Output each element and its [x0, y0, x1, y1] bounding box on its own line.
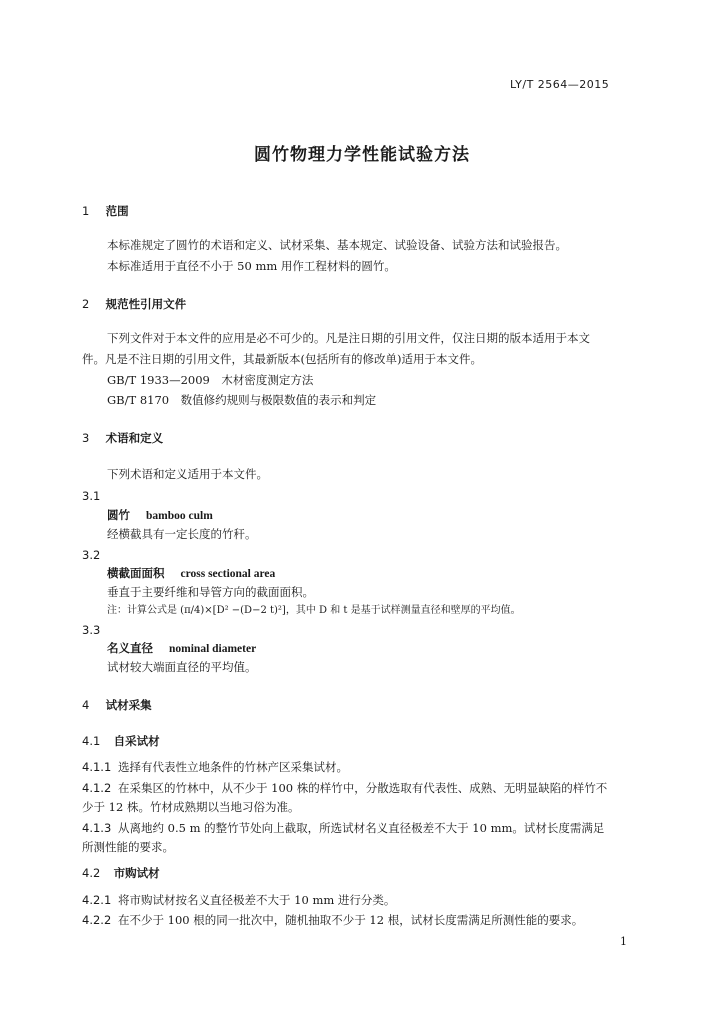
term-definition: 垂直于主要纤维和导管方向的截面面积。: [107, 585, 314, 599]
section-number: 4: [82, 698, 90, 712]
section-1-heading: [82, 204, 129, 218]
section-number: 2: [82, 297, 90, 311]
clause-text: 选择有代表性立地条件的竹林产区采集试材。: [118, 760, 348, 774]
clause-continuation: 所测性能的要求。: [82, 840, 174, 854]
paragraph: 件。凡是不注日期的引用文件，其最新版本(包括所有的修改单)适用于本文件。: [82, 352, 482, 366]
clause-4-1-2: [82, 781, 607, 795]
subsection-4-1-heading: [82, 734, 160, 748]
term-title: [107, 641, 256, 656]
clause-4-1-3: [82, 821, 604, 835]
clause-4-1-1: [82, 760, 348, 774]
reference-item: GB/T 1933—2009 木材密度测定方法: [107, 373, 314, 387]
term-zh: 横截面面积: [107, 566, 165, 580]
clause-text: 从离地约 0.5 m 的整竹节处向上截取，所选试材名义直径极差不大于 10 mm。试材长度需满足: [118, 821, 605, 835]
section-number: 3: [82, 431, 90, 445]
standard-code: LY/T 2564—2015: [510, 78, 610, 91]
clause-text: 将市购试材按名义直径极差不大于 10 mm 进行分类。: [118, 893, 396, 907]
term-definition: 试材较大端面直径的平均值。: [107, 660, 257, 674]
term-title: [107, 508, 213, 523]
clause-number: 4.2.1: [82, 893, 112, 907]
clause-text: 在采集区的竹林中，从不少于 100 株的样竹中，分散选取有代表性、成熟、无明显缺陷的样竹不: [118, 781, 608, 795]
subsection-title: 市购试材: [113, 866, 160, 880]
term-number: 3.1: [82, 489, 101, 503]
clause-continuation: 少于 12 株。竹材成熟期以当地习俗为准。: [82, 800, 300, 814]
section-title: 试材采集: [105, 698, 152, 712]
term-title: [107, 566, 275, 581]
term-en: bamboo culm: [146, 510, 213, 522]
term-number: 3.2: [82, 548, 101, 562]
term-en: nominal diameter: [169, 643, 257, 655]
section-number: 1: [82, 204, 90, 218]
section-4-heading: [82, 698, 152, 712]
paragraph: 下列文件对于本文件的应用是必不可少的。凡是注日期的引用文件，仅注日期的版本适用于本文: [107, 331, 590, 345]
term-en: cross sectional area: [180, 568, 276, 580]
clause-number: 4.1.3: [82, 821, 112, 835]
clause-number: 4.1.2: [82, 781, 112, 795]
document-title: 圆竹物理力学性能试验方法: [254, 145, 470, 165]
term-number: 3.3: [82, 623, 101, 637]
clause-number: 4.2.2: [82, 913, 112, 927]
paragraph: 本标准规定了圆竹的术语和定义、试材采集、基本规定、试验设备、试验方法和试验报告。: [107, 238, 567, 252]
subsection-number: 4.1: [82, 734, 101, 748]
section-2-heading: [82, 297, 186, 311]
clause-4-2-2: [82, 913, 583, 927]
subsection-number: 4.2: [82, 866, 101, 880]
term-definition: 经横截具有一定长度的竹秆。: [107, 527, 257, 541]
paragraph: 本标准适用于直径不小于 50 mm 用作工程材料的圆竹。: [107, 259, 396, 273]
term-zh: 圆竹: [107, 508, 130, 522]
reference-item: GB/T 8170 数值修约规则与极限数值的表示和判定: [107, 393, 377, 407]
section-title: 范围: [105, 204, 129, 218]
section-title: 规范性引用文件: [105, 297, 187, 311]
clause-number: 4.1.1: [82, 760, 112, 774]
section-3-heading: [82, 431, 163, 445]
clause-4-2-1: [82, 893, 395, 907]
term-note: 注：计算公式是 (π/4)×[D² −(D−2 t)²]，其中 D 和 t 是基于试样测量直径和壁厚的平均值。: [107, 605, 521, 616]
subsection-title: 自采试材: [113, 734, 160, 748]
section-title: 术语和定义: [105, 431, 164, 445]
page-number: 1: [620, 935, 627, 948]
subsection-4-2-heading: [82, 866, 160, 880]
clause-text: 在不少于 100 根的同一批次中，随机抽取不少于 12 根，试材长度需满足所测性能的要求。: [118, 913, 584, 927]
paragraph: 下列术语和定义适用于本文件。: [107, 467, 268, 481]
term-zh: 名义直径: [107, 641, 153, 655]
